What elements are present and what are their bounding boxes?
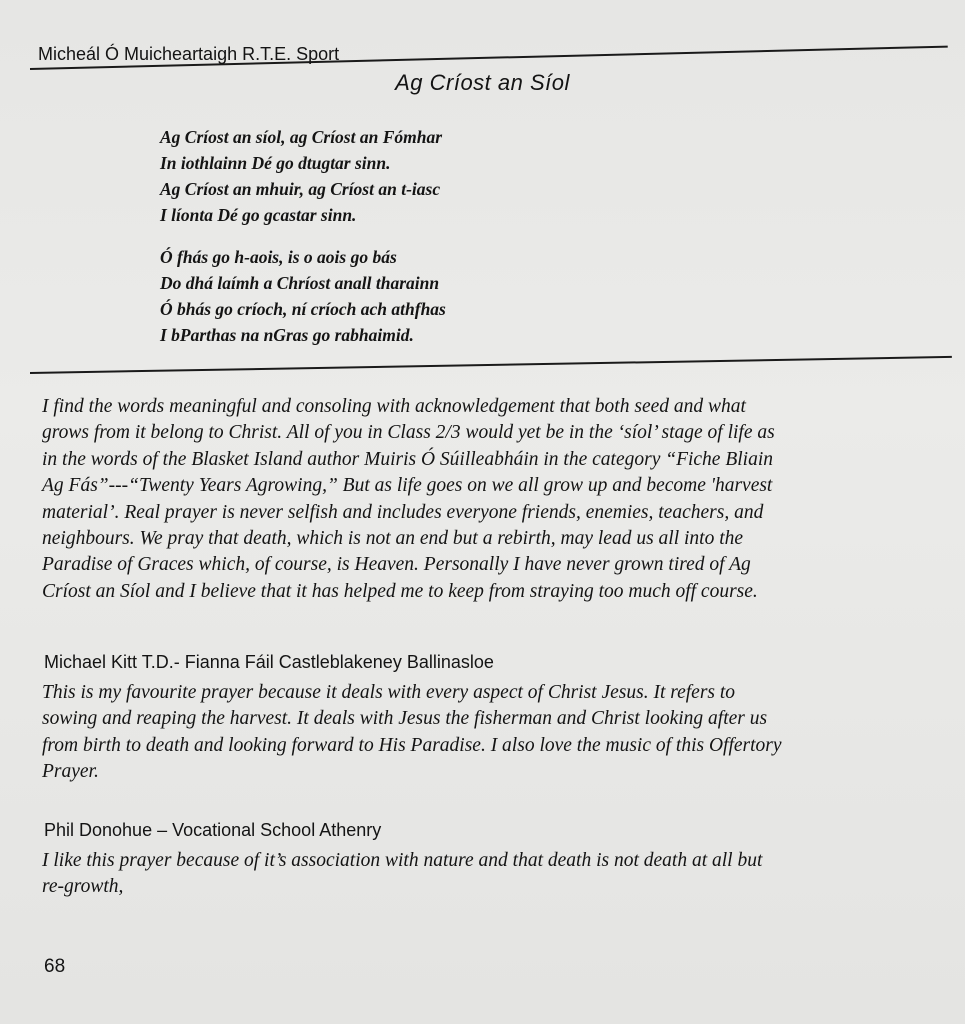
text-line: Paradise of Graces which, of course, is Heaven. Personally I have never grown tired of Ag bbox=[42, 554, 751, 576]
text-line: I like this prayer because of it’s association with nature and that death is not death at all but bbox=[42, 850, 763, 871]
text-line: grows from it belong to Christ. All of you in Class 2/3 would yet be in the ‘síol’ stage of life as bbox=[42, 422, 775, 444]
text-line: Ag Fás”---“Twenty Years Agrowing,” But as life goes on we all grow up and become 'harvest bbox=[42, 475, 773, 497]
poem-stanza-2 bbox=[160, 244, 446, 348]
contributor-text bbox=[42, 848, 942, 901]
reflection-text bbox=[42, 394, 942, 605]
poem-stanza-1 bbox=[160, 124, 442, 228]
section-rule bbox=[30, 356, 952, 374]
contributor-text bbox=[42, 680, 942, 786]
poem-line: Ag Críost an mhuir, ag Críost an t-iasc bbox=[160, 179, 441, 199]
text-line: Críost an Síol and I believe that it has helped me to keep from straying too much off course. bbox=[42, 580, 758, 602]
text-line: from birth to death and looking forward to His Paradise. I also love the music of this Offertory bbox=[42, 734, 782, 756]
text-line: sowing and reaping the harvest. It deals with Jesus the fisherman and Christ looking after us bbox=[42, 708, 768, 730]
poem-line: Do dhá laímh a Chríost anall tharainn bbox=[160, 273, 440, 293]
header-author: Micheál Ó Muicheartaigh R.T.E. Sport bbox=[38, 44, 340, 64]
poem-line: I líonta Dé go gcastar sinn. bbox=[160, 205, 357, 225]
text-line: Prayer. bbox=[42, 761, 99, 783]
poem-line: I bParthas na nGras go rabhaimid. bbox=[160, 325, 414, 345]
text-line: in the words of the Blasket Island author Muiris Ó Súilleabháin in the category “Fiche Bliain bbox=[42, 448, 773, 470]
text-line: I find the words meaningful and consoling with acknowledgement that both seed and what bbox=[42, 396, 746, 417]
text-line: neighbours. We pray that death, which is not an end but a rebirth, may lead us all into the bbox=[42, 528, 744, 550]
contributor-name: Phil Donohue – Vocational School Athenry bbox=[44, 820, 382, 840]
poem-line: Ag Críost an síol, ag Críost an Fómhar bbox=[160, 127, 443, 147]
text-line: re-growth, bbox=[42, 876, 124, 898]
poem-title: Ag Críost an Síol bbox=[395, 70, 570, 95]
text-line: material’. Real prayer is never selfish and includes everyone friends, enemies, teachers, and bbox=[42, 501, 764, 523]
poem-line: Ó fhás go h-aois, is o aois go bás bbox=[160, 247, 397, 267]
poem-line: In iothlainn Dé go dtugtar sinn. bbox=[160, 153, 391, 173]
poem-line: Ó bhás go críoch, ní críoch ach athfhas bbox=[160, 299, 446, 319]
page-number: 68 bbox=[44, 956, 66, 977]
text-line: This is my favourite prayer because it deals with every aspect of Christ Jesus. It refers to bbox=[42, 682, 736, 703]
contributor-name: Michael Kitt T.D.- Fianna Fáil Castleblakeney Ballinasloe bbox=[44, 652, 494, 672]
